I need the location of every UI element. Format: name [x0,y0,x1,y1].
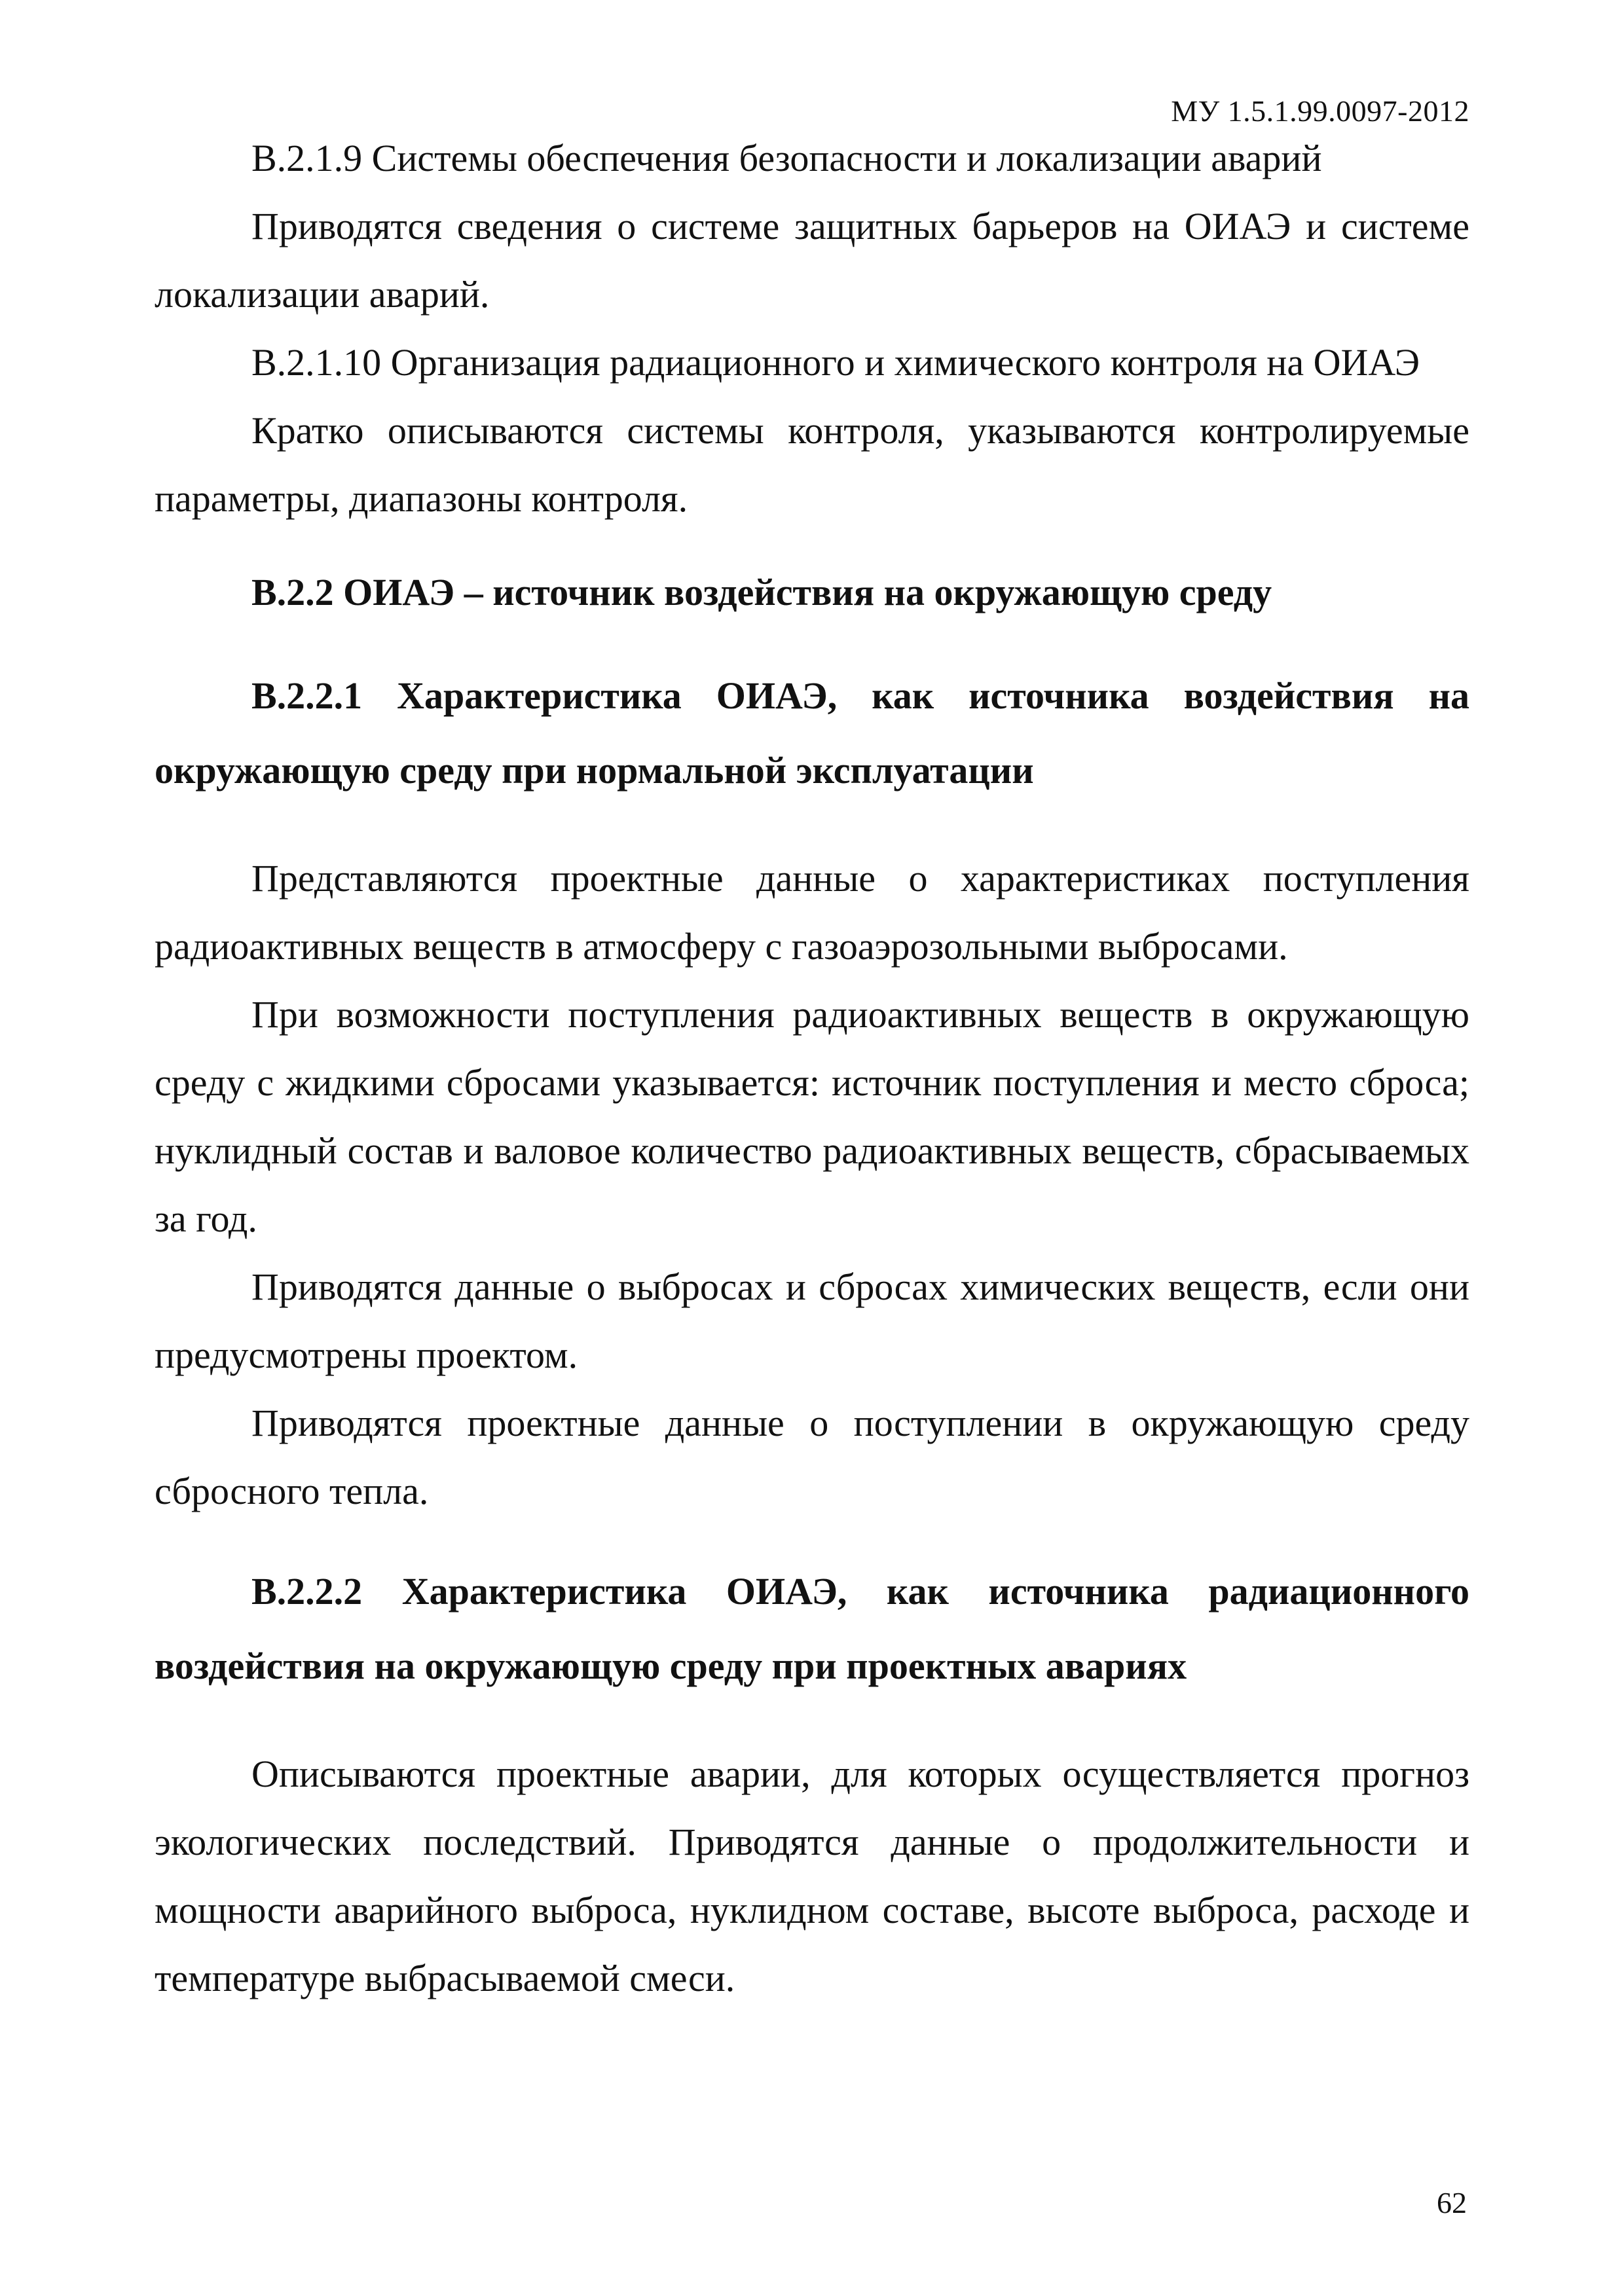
heading-b222: В.2.2.2 Характеристика ОИАЭ, как источника радиационного воздействия на окружающую среду при проектных авариях [155,1570,1469,1687]
heading-b221: В.2.2.1 Характеристика ОИАЭ, как источника воздействия на окружающую среду при нормальной эксплуатации [155,674,1469,792]
paragraph-b221-4: Приводятся проектные данные о поступлении в окружающую среду сбросного тепла. [155,1402,1469,1512]
section-title-b2110: В.2.1.10 Организация радиационного и химического контроля на ОИАЭ [251,341,1420,384]
heading-b22: В.2.2 ОИАЭ – источник воздействия на окружающую среду [251,571,1272,613]
document-code: МУ 1.5.1.99.0097-2012 [1171,94,1469,128]
paragraph-b2110: Кратко описываются системы контроля, указываются контролируемые параметры, диапазоны контроля. [155,409,1469,520]
section-title-b219: В.2.1.9 Системы обеспечения безопасности и локализации аварий [251,137,1322,179]
paragraph-b221-3: Приводятся данные о выбросах и сбросах химических веществ, если они предусмотрены проектом. [155,1266,1469,1376]
paragraph-b221-2: При возможности поступления радиоактивных веществ в окружающую среду с жидкими сбросами указывается: источник поступления и место сброса; нуклидный состав и валовое количество радиоактивных веществ, сбрасываемых за год. [155,993,1469,1240]
page-content [155,124,1469,2013]
paragraph-b222-1: Описываются проектные аварии, для которых осуществляется прогноз экологических последствий. Приводятся данные о продолжительности и мощности аварийного выброса, нуклидном составе, высоте выброса, расходе и температуре выбрасываемой смеси. [155,1753,1469,1999]
paragraph-b219: Приводятся сведения о системе защитных барьеров на ОИАЭ и системе локализации аварий. [155,205,1469,316]
paragraph-b221-1: Представляются проектные данные о характеристиках поступления радиоактивных веществ в атмосферу с газоаэрозольными выбросами. [155,857,1469,968]
page-number: 62 [1437,2186,1467,2219]
